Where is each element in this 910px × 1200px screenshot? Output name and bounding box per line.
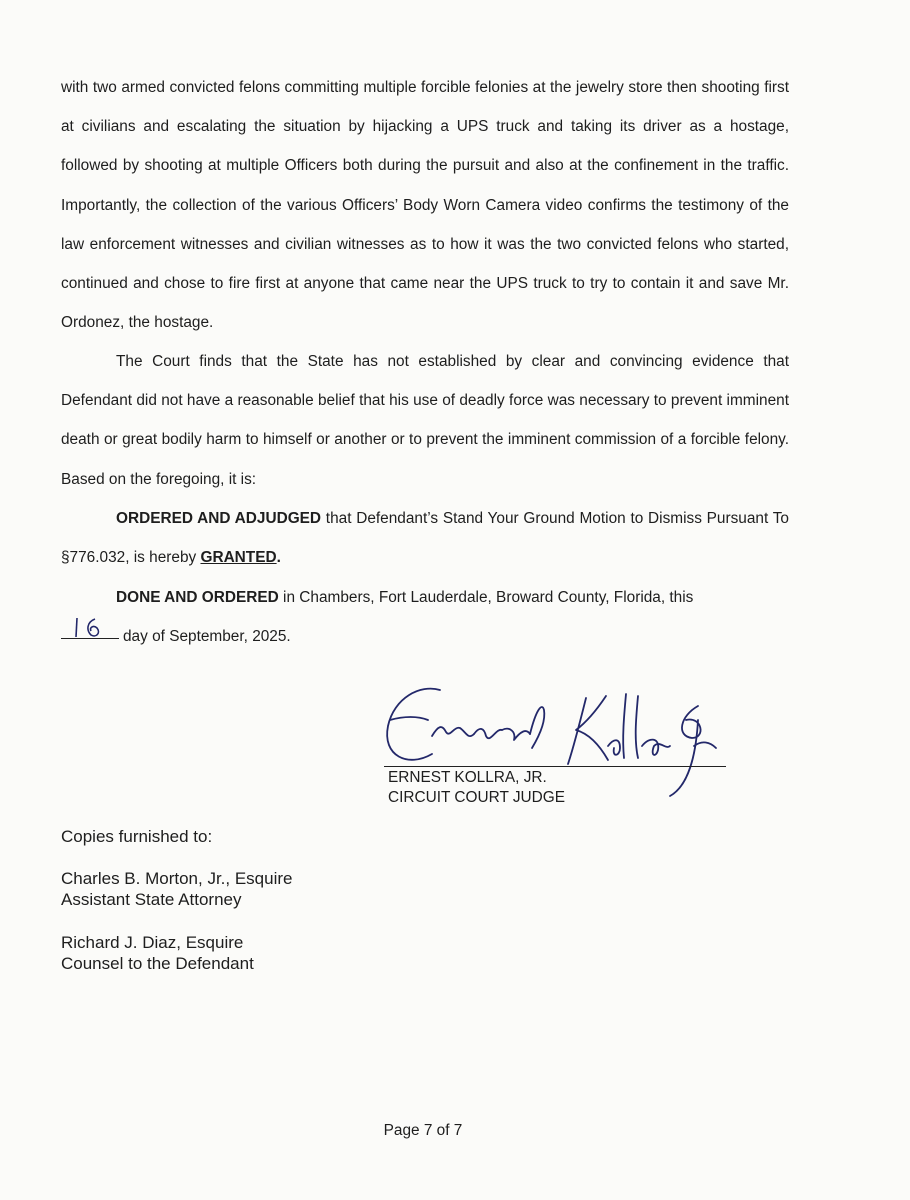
recipient-role: Counsel to the Defendant [61, 954, 254, 973]
recipient-role: Assistant State Attorney [61, 890, 242, 909]
order-paragraph-1 [61, 68, 789, 342]
page-number: Page 7 of 7 [383, 1122, 463, 1139]
recipient-name: Charles B. Morton, Jr., Esquire [61, 869, 293, 888]
paragraph-1-text: with two armed convicted felons committing multiple forcible felonies at the jewelry store then shooting first at civilians and escalating the situation by hijacking a UPS truck and taking its driver as a hostage, followed by shooting at multiple Officers both during the pursuit and also at the confinement in the traffic. Importantly, the collection of the various Officers’ Body Worn Camera video confirms the testimony of the law enforcement witnesses and civilian witnesses as to how it was the two convicted felons who started, continued and chose to fire first at anyone that came near the UPS truck to try to contain it and save Mr. Ordonez, the hostage. [61, 79, 789, 332]
order-paragraph-2 [61, 342, 789, 499]
signature-line [384, 766, 726, 767]
done-heading: DONE AND ORDERED [116, 589, 279, 606]
ordered-text: that Defendant’s Stand Your Ground Motion to Dismiss Pursuant To §776.032, is hereby [61, 510, 789, 567]
copy-recipient-1 [61, 868, 292, 910]
day-line [61, 617, 789, 656]
judge-title: CIRCUIT COURT JUDGE [388, 789, 566, 806]
ordered-heading: ORDERED AND ADJUDGED [116, 510, 322, 527]
copies-title: Copies furnished to: [61, 827, 213, 846]
granted-period: . [276, 549, 281, 567]
done-line [61, 578, 789, 617]
day-text: day of September, 2025. [123, 628, 291, 646]
ordered-paragraph [61, 499, 789, 577]
copy-recipient-2 [61, 932, 254, 974]
handwritten-day-field [61, 616, 119, 639]
judge-name: ERNEST KOLLRA, JR. [388, 769, 547, 786]
ordered-line [61, 499, 789, 577]
signature-block [380, 676, 740, 806]
granted-word: GRANTED [200, 549, 277, 567]
recipient-name: Richard J. Diaz, Esquire [61, 933, 244, 952]
handwritten-day-mark [65, 616, 115, 638]
done-paragraph [61, 578, 789, 656]
paragraph-2-text: The Court finds that the State has not established by clear and convincing evidence that Defendant did not have a reasonable belief that his use of deadly force was necessary to prevent imminent death or great bodily harm to himself or another or to prevent the imminent commission of a forcible felony. Based on the foregoing, it is: [61, 353, 789, 488]
done-text: in Chambers, Fort Lauderdale, Broward County, Florida, this [278, 589, 694, 606]
